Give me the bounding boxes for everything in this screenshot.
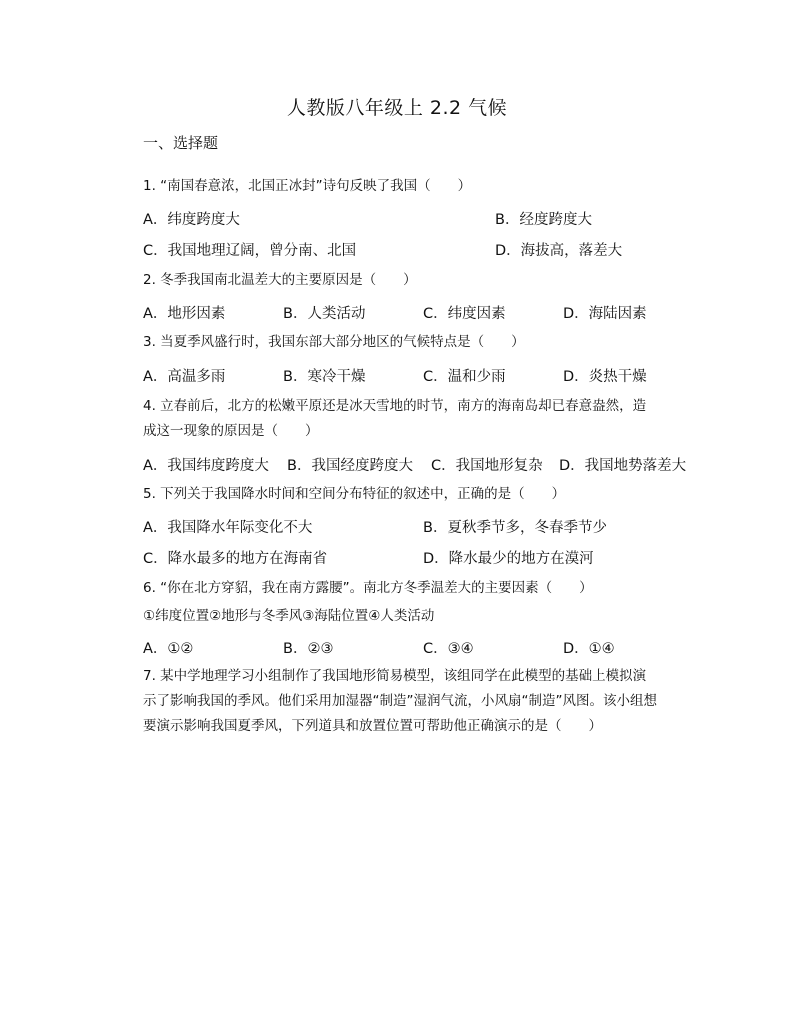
option-d[interactable]: D．①④ <box>563 641 615 657</box>
question-7-stem <box>143 664 657 739</box>
option-c[interactable]: C．我国地理辽阔，曾分南、北国 <box>143 243 357 259</box>
option-d[interactable]: D．海拔高，落差大 <box>495 243 623 259</box>
question-stem-line: 3. 当夏季风盛行时，我国东部大部分地区的气候特点是（ ） <box>143 334 525 350</box>
option-d[interactable]: D．海陆因素 <box>563 306 647 322</box>
option-b[interactable]: B．人类活动 <box>283 306 366 322</box>
option-a[interactable]: A．地形因素 <box>143 306 226 322</box>
question-4-stem <box>143 394 646 444</box>
option-d[interactable]: D．降水最少的地方在漠河 <box>423 551 594 567</box>
option-c[interactable]: C．③④ <box>423 641 474 657</box>
option-a[interactable]: A．纬度跨度大 <box>143 212 240 228</box>
question-stem-line: 示了影响我国的季风。他们采用加湿器“制造”湿润气流，小风扇“制造”风图。该小组想 <box>143 693 657 709</box>
option-b[interactable]: B．寒冷干燥 <box>283 369 366 385</box>
question-stem-line: 4. 立春前后，北方的松嫩平原还是冰天雪地的时节，南方的海南岛却已春意盎然，造 <box>143 398 647 414</box>
question-5-stem <box>143 482 565 507</box>
option-a[interactable]: A．我国降水年际变化不大 <box>143 520 313 536</box>
option-a[interactable]: A．我国纬度跨度大 <box>143 458 269 474</box>
question-stem-line: 成这一现象的原因是（ ） <box>143 423 319 439</box>
question-stem-line: 1. “南国春意浓，北国正冰封”诗句反映了我国（ ） <box>143 178 472 194</box>
option-b[interactable]: B．经度跨度大 <box>495 212 592 228</box>
page-title: 人教版八年级上 2.2 气候 <box>286 97 508 119</box>
question-stem-line: 7. 某中学地理学习小组制作了我国地形简易模型，该组同学在此模型的基础上模拟演 <box>143 668 647 684</box>
question-2-stem <box>143 268 417 293</box>
question-stem-line: 5. 下列关于我国降水时间和空间分布特征的叙述中，正确的是（ ） <box>143 486 566 502</box>
question-6-stem <box>143 576 593 601</box>
question-1-stem <box>143 174 471 199</box>
option-b[interactable]: B．夏秋季节多，冬春季节少 <box>423 520 607 536</box>
option-b[interactable]: B．②③ <box>283 641 334 657</box>
question-stem-line: 要演示影响我国夏季风，下列道具和放置位置可帮助他正确演示的是（ ） <box>143 718 602 734</box>
question-6-factors: ①纬度位置②地形与冬季风③海陆位置④人类活动 <box>143 608 435 624</box>
question-stem-line: 2. 冬季我国南北温差大的主要原因是（ ） <box>143 272 417 288</box>
option-c[interactable]: C．纬度因素 <box>423 306 506 322</box>
option-a[interactable]: A．高温多雨 <box>143 369 226 385</box>
option-c[interactable]: C．降水最多的地方在海南省 <box>143 551 328 567</box>
option-d[interactable]: D．我国地势落差大 <box>559 458 687 474</box>
option-c[interactable]: C．温和少雨 <box>423 369 506 385</box>
option-b[interactable]: B．我国经度跨度大 <box>287 458 413 474</box>
option-a[interactable]: A．①② <box>143 641 194 657</box>
question-3-stem <box>143 330 525 355</box>
option-c[interactable]: C．我国地形复杂 <box>431 458 543 474</box>
option-d[interactable]: D．炎热干燥 <box>563 369 647 385</box>
section-heading: 一、选择题 <box>143 134 219 152</box>
question-stem-line: 6. “你在北方穿貂，我在南方露腰”。南北方冬季温差大的主要因素（ ） <box>143 580 593 596</box>
